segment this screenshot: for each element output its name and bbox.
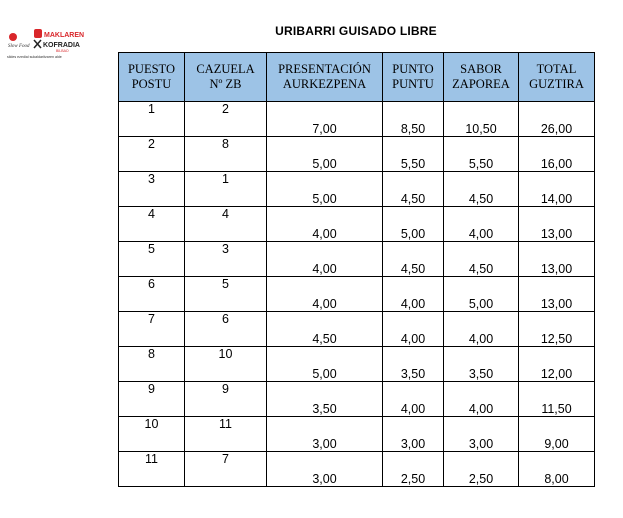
punto-cell: 4,00: [383, 277, 444, 312]
table-row: [119, 172, 595, 207]
sabor-cell: 4,00: [444, 312, 519, 347]
total-cell: 11,50: [519, 382, 595, 417]
results-table: [118, 52, 595, 487]
presentacion-cell: 5,00: [267, 347, 383, 382]
cazuela-cell: 1: [185, 172, 267, 207]
cazuela-cell: 2: [185, 102, 267, 137]
header-cazuela: CAZUELA Nº ZB: [185, 53, 267, 102]
sabor-cell: 3,00: [444, 417, 519, 452]
cazuela-cell: 7: [185, 452, 267, 487]
total-cell: 8,00: [519, 452, 595, 487]
table-row: [119, 382, 595, 417]
header-total: TOTAL GUZTIRA: [519, 53, 595, 102]
puesto-cell: 7: [119, 312, 185, 347]
punto-cell: 4,00: [383, 382, 444, 417]
presentacion-cell: 4,00: [267, 277, 383, 312]
page-title: URIBARRI GUISADO LIBRE: [275, 24, 437, 38]
punto-cell: 4,50: [383, 172, 444, 207]
snail-icon: [9, 33, 17, 41]
punto-cell: 5,00: [383, 207, 444, 242]
total-cell: 13,00: [519, 242, 595, 277]
kofradia-logo: [6, 26, 102, 62]
sabor-cell: 2,50: [444, 452, 519, 487]
cazuela-cell: 6: [185, 312, 267, 347]
presentacion-cell: 3,50: [267, 382, 383, 417]
header-punto: PUNTO PUNTU: [383, 53, 444, 102]
puesto-cell: 10: [119, 417, 185, 452]
sabor-cell: 4,00: [444, 382, 519, 417]
sabor-cell: 4,50: [444, 242, 519, 277]
logo-left-text: Slow Food: [8, 44, 30, 49]
table-row: [119, 277, 595, 312]
sabor-cell: 4,00: [444, 207, 519, 242]
presentacion-cell: 4,00: [267, 207, 383, 242]
presentacion-cell: 7,00: [267, 102, 383, 137]
table-row: [119, 207, 595, 242]
total-cell: 9,00: [519, 417, 595, 452]
cazuela-cell: 8: [185, 137, 267, 172]
table-row: [119, 347, 595, 382]
punto-cell: 3,00: [383, 417, 444, 452]
total-cell: 12,00: [519, 347, 595, 382]
sabor-cell: 10,50: [444, 102, 519, 137]
cazuela-cell: 5: [185, 277, 267, 312]
presentacion-cell: 4,00: [267, 242, 383, 277]
header-presentacion: PRESENTACIÓN AURKEZPENA: [267, 53, 383, 102]
presentacion-cell: 5,00: [267, 172, 383, 207]
header-sabor: SABOR ZAPOREA: [444, 53, 519, 102]
puesto-cell: 5: [119, 242, 185, 277]
logo-city-text: BILBAO: [56, 49, 69, 53]
crossed-forks-icon: [34, 40, 41, 48]
logo-graphic: [6, 26, 102, 62]
logo-sub-text: KOFRADIA: [43, 42, 80, 49]
table-row: [119, 417, 595, 452]
punto-cell: 2,50: [383, 452, 444, 487]
logo-tagline: slides ezedial sukaldaritzaren alde: [7, 55, 62, 59]
presentacion-cell: 4,50: [267, 312, 383, 347]
header-puesto: PUESTO POSTU: [119, 53, 185, 102]
total-cell: 12,50: [519, 312, 595, 347]
total-cell: 13,00: [519, 207, 595, 242]
table-row: [119, 242, 595, 277]
puesto-cell: 4: [119, 207, 185, 242]
cazuela-cell: 10: [185, 347, 267, 382]
table-header-row: [119, 53, 595, 102]
punto-cell: 4,00: [383, 312, 444, 347]
cazuela-cell: 11: [185, 417, 267, 452]
table-row: [119, 102, 595, 137]
total-cell: 26,00: [519, 102, 595, 137]
sabor-cell: 3,50: [444, 347, 519, 382]
cazuela-cell: 4: [185, 207, 267, 242]
total-cell: 16,00: [519, 137, 595, 172]
puesto-cell: 1: [119, 102, 185, 137]
table-row: [119, 452, 595, 487]
presentacion-cell: 5,00: [267, 137, 383, 172]
puesto-cell: 9: [119, 382, 185, 417]
cazuela-cell: 3: [185, 242, 267, 277]
sabor-cell: 5,00: [444, 277, 519, 312]
total-cell: 14,00: [519, 172, 595, 207]
puesto-cell: 2: [119, 137, 185, 172]
puesto-cell: 3: [119, 172, 185, 207]
sabor-cell: 4,50: [444, 172, 519, 207]
logo-m-mark: [34, 29, 42, 38]
sabor-cell: 5,50: [444, 137, 519, 172]
puesto-cell: 8: [119, 347, 185, 382]
punto-cell: 4,50: [383, 242, 444, 277]
logo-brand-text: MAKLAREN: [44, 32, 85, 39]
punto-cell: 3,50: [383, 347, 444, 382]
table-row: [119, 312, 595, 347]
puesto-cell: 11: [119, 452, 185, 487]
punto-cell: 5,50: [383, 137, 444, 172]
total-cell: 13,00: [519, 277, 595, 312]
presentacion-cell: 3,00: [267, 417, 383, 452]
presentacion-cell: 3,00: [267, 452, 383, 487]
cazuela-cell: 9: [185, 382, 267, 417]
table-row: [119, 137, 595, 172]
punto-cell: 8,50: [383, 102, 444, 137]
puesto-cell: 6: [119, 277, 185, 312]
